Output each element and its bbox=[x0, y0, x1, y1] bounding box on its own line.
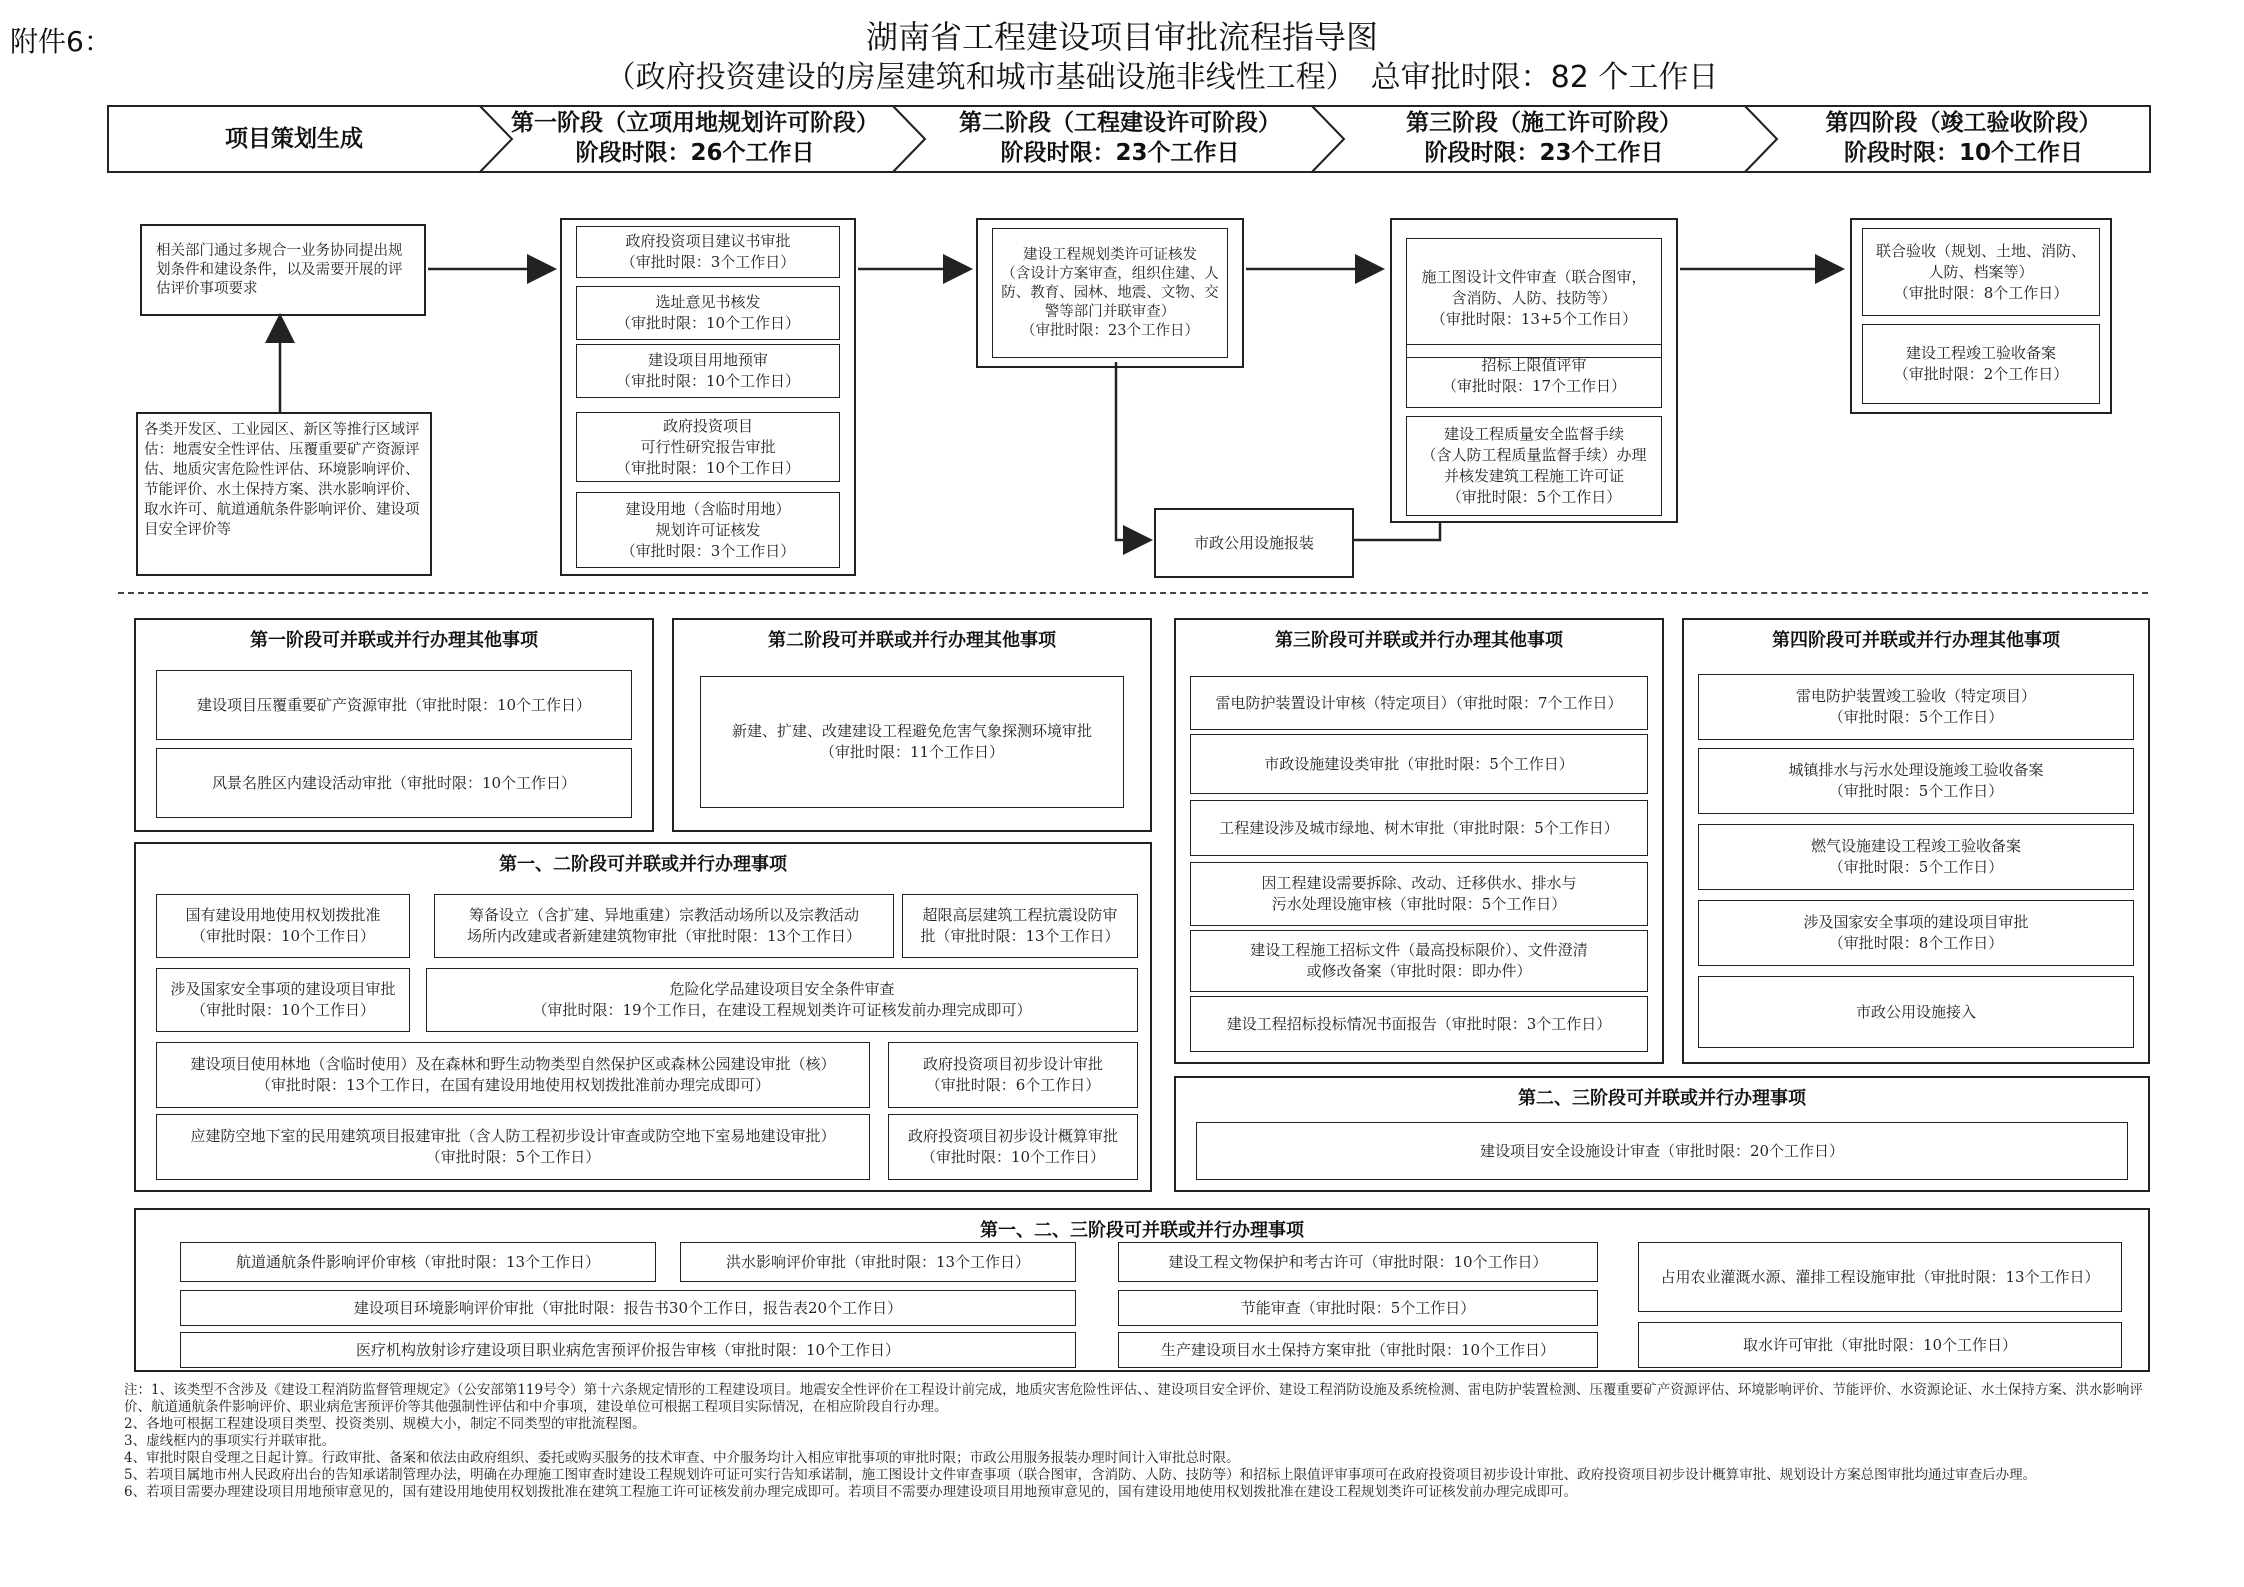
stage3-parallel-panel bbox=[1174, 618, 1664, 1064]
stage4-parallel-panel bbox=[1682, 618, 2150, 1064]
item-name: 建设项目用地预审 bbox=[647, 351, 768, 369]
stage1-limit: 阶段时限：26个工作日 bbox=[575, 140, 815, 166]
hazardous-chemicals-review: 危险化学品建设项目安全条件审查 （审批时限：19个工作日，在建设工程规划类许可证核发前办理完成即可） bbox=[426, 968, 1138, 1032]
item-name: 施工图设计文件审查（联合图审， 含消防、人防、技防等） bbox=[1421, 267, 1647, 307]
stage1-approval-group bbox=[560, 218, 856, 576]
item-time: （审批时限：11个工作日） bbox=[819, 743, 1005, 761]
stage-planning-label: 项目策划生成 bbox=[225, 126, 363, 152]
stage2-title: 第二阶段（工程建设许可阶段） bbox=[959, 110, 1281, 136]
panel-title: 第一阶段可并联或并行办理其他事项 bbox=[250, 630, 538, 651]
section-divider bbox=[118, 592, 2148, 594]
municipal-facility-application: 市政公用设施报装 bbox=[1154, 508, 1354, 578]
national-security-approval-s4: 涉及国家安全事项的建设项目审批 （审批时限：8个工作日） bbox=[1698, 900, 2134, 966]
item-time: （审批时限：5个工作日） bbox=[1446, 488, 1622, 506]
panel-title: 第二阶段可并联或并行办理其他事项 bbox=[768, 630, 1056, 651]
item-time: （审批时限：23个工作日） bbox=[1021, 322, 1199, 339]
item-time: （审批时限：8个工作日） bbox=[1893, 283, 2069, 302]
gas-acceptance-filing: 燃气设施建设工程竣工验收备案 （审批时限：5个工作日） bbox=[1698, 824, 2134, 890]
preliminary-design-approval: 政府投资项目初步设计审批 （审批时限：6个工作日） bbox=[888, 1042, 1138, 1108]
water-intake-permit: 取水许可审批（审批时限：10个工作日） bbox=[1638, 1322, 2122, 1368]
waterway-navigation-review: 航道通航条件影响评价审核（审批时限：13个工作日） bbox=[180, 1242, 656, 1282]
page-title: 湖南省工程建设项目审批流程指导图 bbox=[865, 18, 1378, 56]
land-allocation-approval: 国有建设用地使用权划拨批准 （审批时限：10个工作日） bbox=[156, 894, 410, 958]
bidding-document-filing: 建设工程施工招标文件（最高投标限价）、文件澄清 或修改备案（审批时限：即办件） bbox=[1190, 930, 1648, 992]
scenic-area-approval: 风景名胜区内建设活动审批（审批时限：10个工作日） bbox=[156, 748, 632, 818]
civil-air-defense-approval: 应建防空地下室的民用建筑项目报建审批（含人防工程初步设计审查或防空地下室易地建设审批） （审批时限：5个工作日） bbox=[156, 1114, 870, 1180]
environmental-impact-approval: 建设项目环境影响评价审批（审批时限：报告书30个工作日，报告表20个工作日） bbox=[180, 1290, 1076, 1326]
municipal-construction-approval: 市政设施建设类审批（审批时限：5个工作日） bbox=[1190, 734, 1648, 794]
item-time: （审批时限：13+5个工作日） bbox=[1430, 309, 1638, 328]
stage2-parallel-panel bbox=[672, 618, 1152, 832]
stage1-parallel-panel bbox=[134, 618, 654, 832]
panel-title: 第二、三阶段可并联或并行办理事项 bbox=[1518, 1088, 1806, 1109]
stage3-label bbox=[1344, 108, 1744, 168]
lightning-design-review: 雷电防护装置设计审核（特定项目）（审批时限：7个工作日） bbox=[1190, 676, 1648, 730]
stage12-parallel-panel bbox=[134, 842, 1152, 1192]
feasibility-study-approval bbox=[576, 412, 840, 482]
panel-title: 第四阶段可并联或并行办理其他事项 bbox=[1772, 630, 2060, 651]
stage123-parallel-panel bbox=[134, 1208, 2150, 1372]
stage1-label bbox=[500, 108, 890, 168]
arrow-municipal-to-stage3 bbox=[1354, 523, 1440, 540]
radiation-diagnosis-review: 医疗机构放射诊疗建设项目职业病危害预评价报告审核（审批时限：10个工作日） bbox=[180, 1332, 1076, 1368]
item-time: （审批时限：10个工作日） bbox=[615, 314, 801, 332]
stage3-limit: 阶段时限：23个工作日 bbox=[1424, 140, 1664, 166]
regional-assessment-box: 各类开发区、工业园区、新区等推行区域评估：地震安全性评估、压覆重要矿产资源评估、地质灾害危险性评估、环境影响评价、节能评价、水土保持方案、洪水影响评价、取水许可、航道通航条件影响评价、建设项目安全评价等 bbox=[136, 412, 432, 576]
item-time: （审批时限：2个工作日） bbox=[1893, 365, 2069, 383]
item-time: （审批时限：3个工作日） bbox=[620, 541, 796, 560]
item-time: （审批时限：17个工作日） bbox=[1441, 377, 1627, 395]
mineral-resource-approval: 建设项目压覆重要矿产资源审批（审批时限：10个工作日） bbox=[156, 670, 632, 740]
item-name: 新建、扩建、改建建设工程避免危害气象探测环境审批 bbox=[731, 722, 1092, 740]
seismic-fortification-review: 超限高层建筑工程抗震设防审 批（审批时限：13个工作日） bbox=[902, 894, 1138, 958]
stage4-approval-group bbox=[1850, 218, 2112, 414]
stage2-limit: 阶段时限：23个工作日 bbox=[1000, 140, 1240, 166]
item-name: 政府投资项目建议书审批 bbox=[625, 232, 791, 250]
page-subtitle: （政府投资建设的房屋建筑和城市基础设施非线性工程） 总审批时限：82 个工作日 bbox=[605, 60, 1719, 95]
planning-permit-issuance bbox=[992, 228, 1228, 358]
flood-impact-approval: 洪水影响评价审批（审批时限：13个工作日） bbox=[680, 1242, 1076, 1282]
greenland-tree-approval: 工程建设涉及城市绿地、树木审批（审批时限：5个工作日） bbox=[1190, 800, 1648, 856]
stage4-limit: 阶段时限：10个工作日 bbox=[1843, 140, 2083, 166]
stage2-approval-group bbox=[976, 218, 1244, 368]
panel-title: 第一、二阶段可并联或并行办理事项 bbox=[499, 854, 787, 875]
meteorological-environment-approval bbox=[700, 676, 1124, 808]
stage4-title: 第四阶段（竣工验收阶段） bbox=[1825, 110, 2102, 136]
stage23-parallel-panel bbox=[1174, 1076, 2150, 1192]
bid-ceiling-review bbox=[1406, 344, 1662, 408]
item-name: 建设用地（含临时用地） 规划许可证核发 bbox=[625, 499, 791, 539]
joint-acceptance bbox=[1862, 228, 2100, 316]
item-name: 政府投资项目 可行性研究报告审批 bbox=[640, 416, 776, 456]
item-name: 招标上限值评审 bbox=[1481, 356, 1587, 374]
construction-permit-issuance bbox=[1406, 416, 1662, 516]
item-name: 选址意见书核发 bbox=[655, 293, 761, 311]
item-time: （审批时限：10个工作日） bbox=[615, 372, 801, 390]
note-5: 5、若项目属地市州人民政府出台的告知承诺制管理办法，明确在办理施工图审查时建设工程规划许可证可实行告知承诺制，施工图设计文件审查事项（联合图审，含消防、人防、技防等）和招标上限值评审事项可在政府投资项目初步设计审批、政府投资项目初步设计概算审批、规划设计方案总图审批均通过审查后办理。 bbox=[124, 1467, 2037, 1483]
bidding-report: 建设工程招标投标情况书面报告（审批时限：3个工作日） bbox=[1190, 996, 1648, 1052]
stage1-title: 第一阶段（立项用地规划许可阶段） bbox=[511, 110, 879, 136]
stage4-label bbox=[1777, 108, 2150, 168]
national-security-approval-s12: 涉及国家安全事项的建设项目审批 （审批时限：10个工作日） bbox=[156, 968, 410, 1032]
item-name: 建设工程质量安全监督手续 （含人防工程质量监督手续）办理并核发建筑工程施工许可证 bbox=[1421, 425, 1647, 485]
item-name: 联合验收（规划、土地、消防、 人防、档案等） bbox=[1875, 241, 2086, 281]
safety-facility-design-review: 建设项目安全设施设计审查（审批时限：20个工作日） bbox=[1196, 1122, 2128, 1180]
panel-title: 第一、二、三阶段可并联或并行办理事项 bbox=[980, 1220, 1304, 1241]
soil-conservation-approval: 生产建设项目水土保持方案审批（审批时限：10个工作日） bbox=[1118, 1332, 1598, 1368]
item-time: （审批时限：10个工作日） bbox=[615, 458, 801, 477]
project-proposal-approval bbox=[576, 226, 840, 278]
planning-conditions-box: 相关部门通过多规合一业务协同提出规划条件和建设条件，以及需要开展的评估评价事项要求 bbox=[140, 224, 426, 316]
stage3-title: 第三阶段（施工许可阶段） bbox=[1406, 110, 1682, 136]
drainage-acceptance-filing: 城镇排水与污水处理设施竣工验收备案 （审批时限：5个工作日） bbox=[1698, 748, 2134, 814]
budget-estimate-approval: 政府投资项目初步设计概算审批 （审批时限：10个工作日） bbox=[888, 1114, 1138, 1180]
municipal-connection: 市政公用设施接入 bbox=[1698, 976, 2134, 1048]
item-name: 建设工程规划类许可证核发 （含设计方案审查，组织住建、人防、教育、园林、地震、文物、交警等部门并联审查） bbox=[1001, 246, 1219, 320]
item-name: 建设工程竣工验收备案 bbox=[1905, 344, 2056, 362]
construction-drawing-review bbox=[1406, 238, 1662, 358]
land-planning-permit bbox=[576, 492, 840, 568]
stage2-label bbox=[925, 108, 1315, 168]
panel-title: 第三阶段可并联或并行办理其他事项 bbox=[1275, 630, 1563, 651]
attachment-label: 附件6： bbox=[10, 25, 112, 58]
irrigation-facility-approval: 占用农业灌溉水源、灌排工程设施审批（审批时限：13个工作日） bbox=[1638, 1242, 2122, 1312]
note-2: 2、各地可根据工程建设项目类型、投资类别、规模大小，制定不同类型的审批流程图。 bbox=[124, 1416, 646, 1432]
note-1: 注：1、该类型不含涉及《建设工程消防监督管理规定》（公安部第119号令）第十六条规定情形的工程建设项目。地震安全性评价在工程设计前完成，地质灾害危险性评估、、建设项目安全评价、建设工程消防设施及系统检测、雷电防护装置检测、压覆重要矿产资源评估、环境影响评价、节能评价、水资源论证、水土保持方案、洪水影响评价、航道通航条件影响评价、职业病危害预评价等其他强制性评估和中介事项，建设单位可根据工程项目实际情况，在相应阶段自行办理。 bbox=[124, 1382, 2143, 1415]
note-3: 3、虚线框内的事项实行并联审批。 bbox=[124, 1433, 336, 1449]
site-selection-opinion bbox=[576, 286, 840, 340]
lightning-acceptance: 雷电防护装置竣工验收（特定项目） （审批时限：5个工作日） bbox=[1698, 674, 2134, 740]
note-6: 6、若项目需要办理建设项目用地预审意见的，国有建设用地使用权划拨批准在建筑工程施工许可证核发前办理完成即可。若项目不需要办理建设项目用地预审意见的，国有建设用地使用权划拨批准在建设工程规划类许可证核发前办理完成即可。 bbox=[124, 1484, 1578, 1500]
stage3-approval-group bbox=[1390, 218, 1678, 523]
land-pre-approval bbox=[576, 344, 840, 398]
footnotes bbox=[124, 1382, 2144, 1501]
completion-acceptance-filing bbox=[1862, 324, 2100, 404]
forest-land-approval: 建设项目使用林地（含临时使用）及在森林和野生动物类型自然保护区或森林公园建设审批（核） （审批时限：13个工作日，在国有建设用地使用权划拨批准前办理完成即可） bbox=[156, 1042, 870, 1108]
utility-relocation-review: 因工程建设需要拆除、改动、迁移供水、排水与 污水处理设施审核（审批时限：5个工作日） bbox=[1190, 862, 1648, 926]
energy-saving-review: 节能审查（审批时限：5个工作日） bbox=[1118, 1290, 1598, 1326]
item-time: （审批时限：3个工作日） bbox=[620, 253, 796, 271]
arrow-to-municipal bbox=[1116, 362, 1148, 540]
religious-site-approval: 筹备设立（含扩建、异地重建）宗教活动场所以及宗教活动 场所内改建或者新建建筑物审批（审批时限：13个工作日） bbox=[434, 894, 894, 958]
note-4: 4、审批时限自受理之日起计算。行政审批、备案和依法由政府组织、委托或购买服务的技术审查、中介服务均计入相应审批事项的审批时限；市政公用服务报装办理时间计入审批总时限。 bbox=[124, 1450, 1240, 1466]
cultural-relics-permit: 建设工程文物保护和考古许可（审批时限：10个工作日） bbox=[1118, 1242, 1598, 1282]
